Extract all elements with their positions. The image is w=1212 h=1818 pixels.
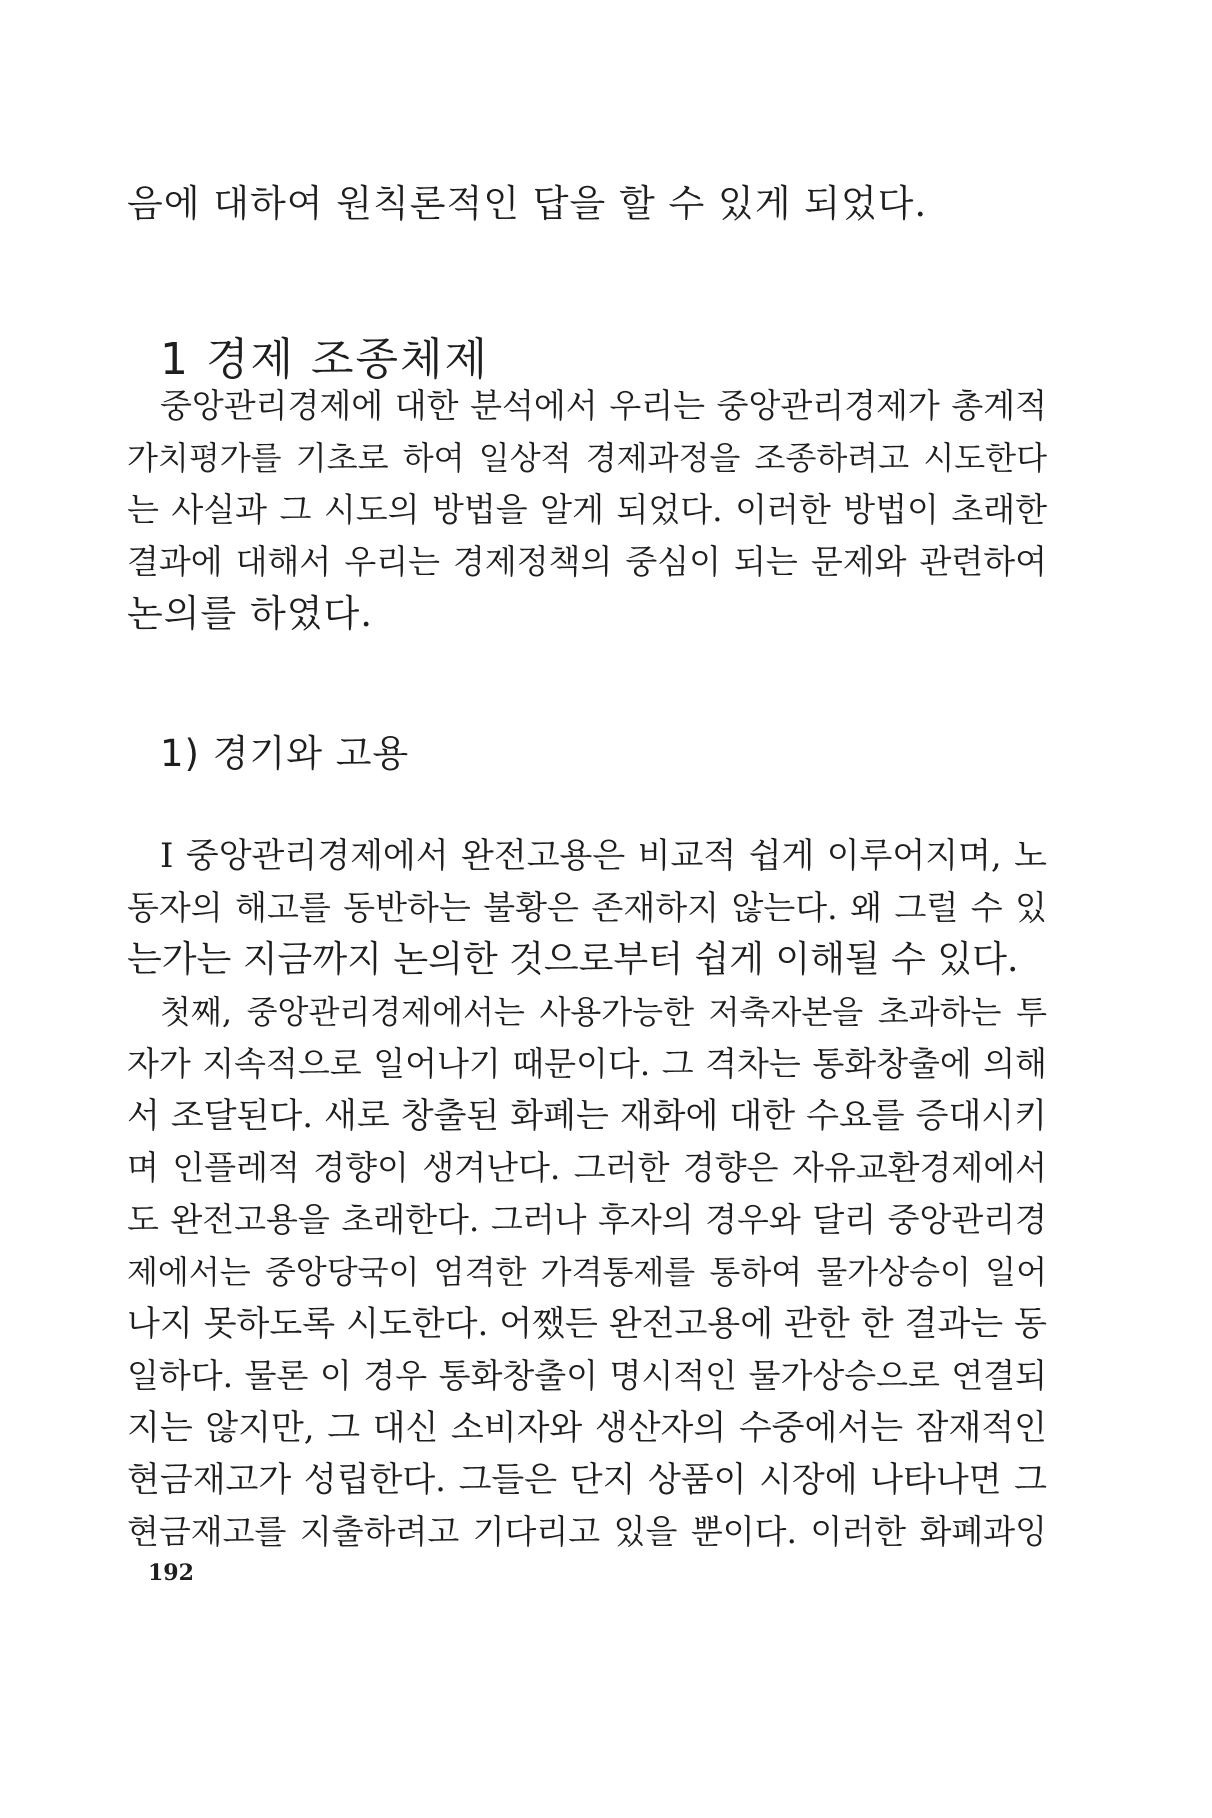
text-line: 결과에 대해서 우리는 경제정책의 중심이 되는 문제와 관련하여 <box>127 542 1047 581</box>
text-line: 도 완전고용을 초래한다. 그러나 후자의 경우와 달리 중앙관리경 <box>127 1200 1047 1239</box>
text-line: 동자의 해고를 동반하는 불황은 존재하지 않는다. 왜 그럴 수 있 <box>127 888 1047 927</box>
text-line: 일하다. 물론 이 경우 통화창출이 명시적인 물가상승으로 연결되 <box>127 1356 1047 1395</box>
text-line: 현금재고가 성립한다. 그들은 단지 상품이 시장에 나타나면 그 <box>127 1460 1047 1500</box>
text-line: 는 사실과 그 시도의 방법을 알게 되었다. 이러한 방법이 초래한 <box>127 490 1047 529</box>
text-line: 현금재고를 지출하려고 기다리고 있을 뿐이다. 이러한 화폐과잉 <box>127 1512 1047 1551</box>
continued-text-line: 음에 대하여 원칙론적인 답을 할 수 있게 되었다. <box>127 182 928 225</box>
subsection-title: 1) 경기와 고용 <box>160 732 410 775</box>
text-line: 논의를 하였다. <box>127 592 373 635</box>
text-line: 지는 않지만, 그 대신 소비자와 생산자의 수중에서는 잠재적인 <box>127 1408 1047 1448</box>
text-line: 나지 못하도록 시도한다. 어쨌든 완전고용에 관한 한 결과는 동 <box>127 1304 1047 1344</box>
text-line: 가치평가를 기초로 하여 일상적 경제과정을 조종하려고 시도한다 <box>127 439 1047 477</box>
section-title: 1 경제 조종체제 <box>160 334 489 385</box>
text-line: 첫째, 중앙관리경제에서는 사용가능한 저축자본을 초과하는 투 <box>160 993 1047 1031</box>
text-line: I 중앙관리경제에서 완전고용은 비교적 쉽게 이루어지며, 노 <box>160 836 1047 876</box>
text-line: 자가 지속적으로 일어나기 때문이다. 그 격차는 통화창출에 의해 <box>127 1044 1047 1083</box>
page-number: 192 <box>148 1560 194 1586</box>
text-line: 제에서는 중앙당국이 엄격한 가격통제를 통하여 물가상승이 일어 <box>127 1253 1047 1291</box>
text-line: 며 인플레적 경향이 생겨난다. 그러한 경향은 자유교환경제에서 <box>127 1148 1047 1187</box>
text-line: 중앙관리경제에 대한 분석에서 우리는 중앙관리경제가 총계적 <box>160 386 1047 425</box>
text-line: 서 조달된다. 새로 창출된 화폐는 재화에 대한 수요를 증대시키 <box>127 1096 1047 1136</box>
text-line: 는가는 지금까지 논의한 것으로부터 쉽게 이해될 수 있다. <box>127 939 1019 980</box>
